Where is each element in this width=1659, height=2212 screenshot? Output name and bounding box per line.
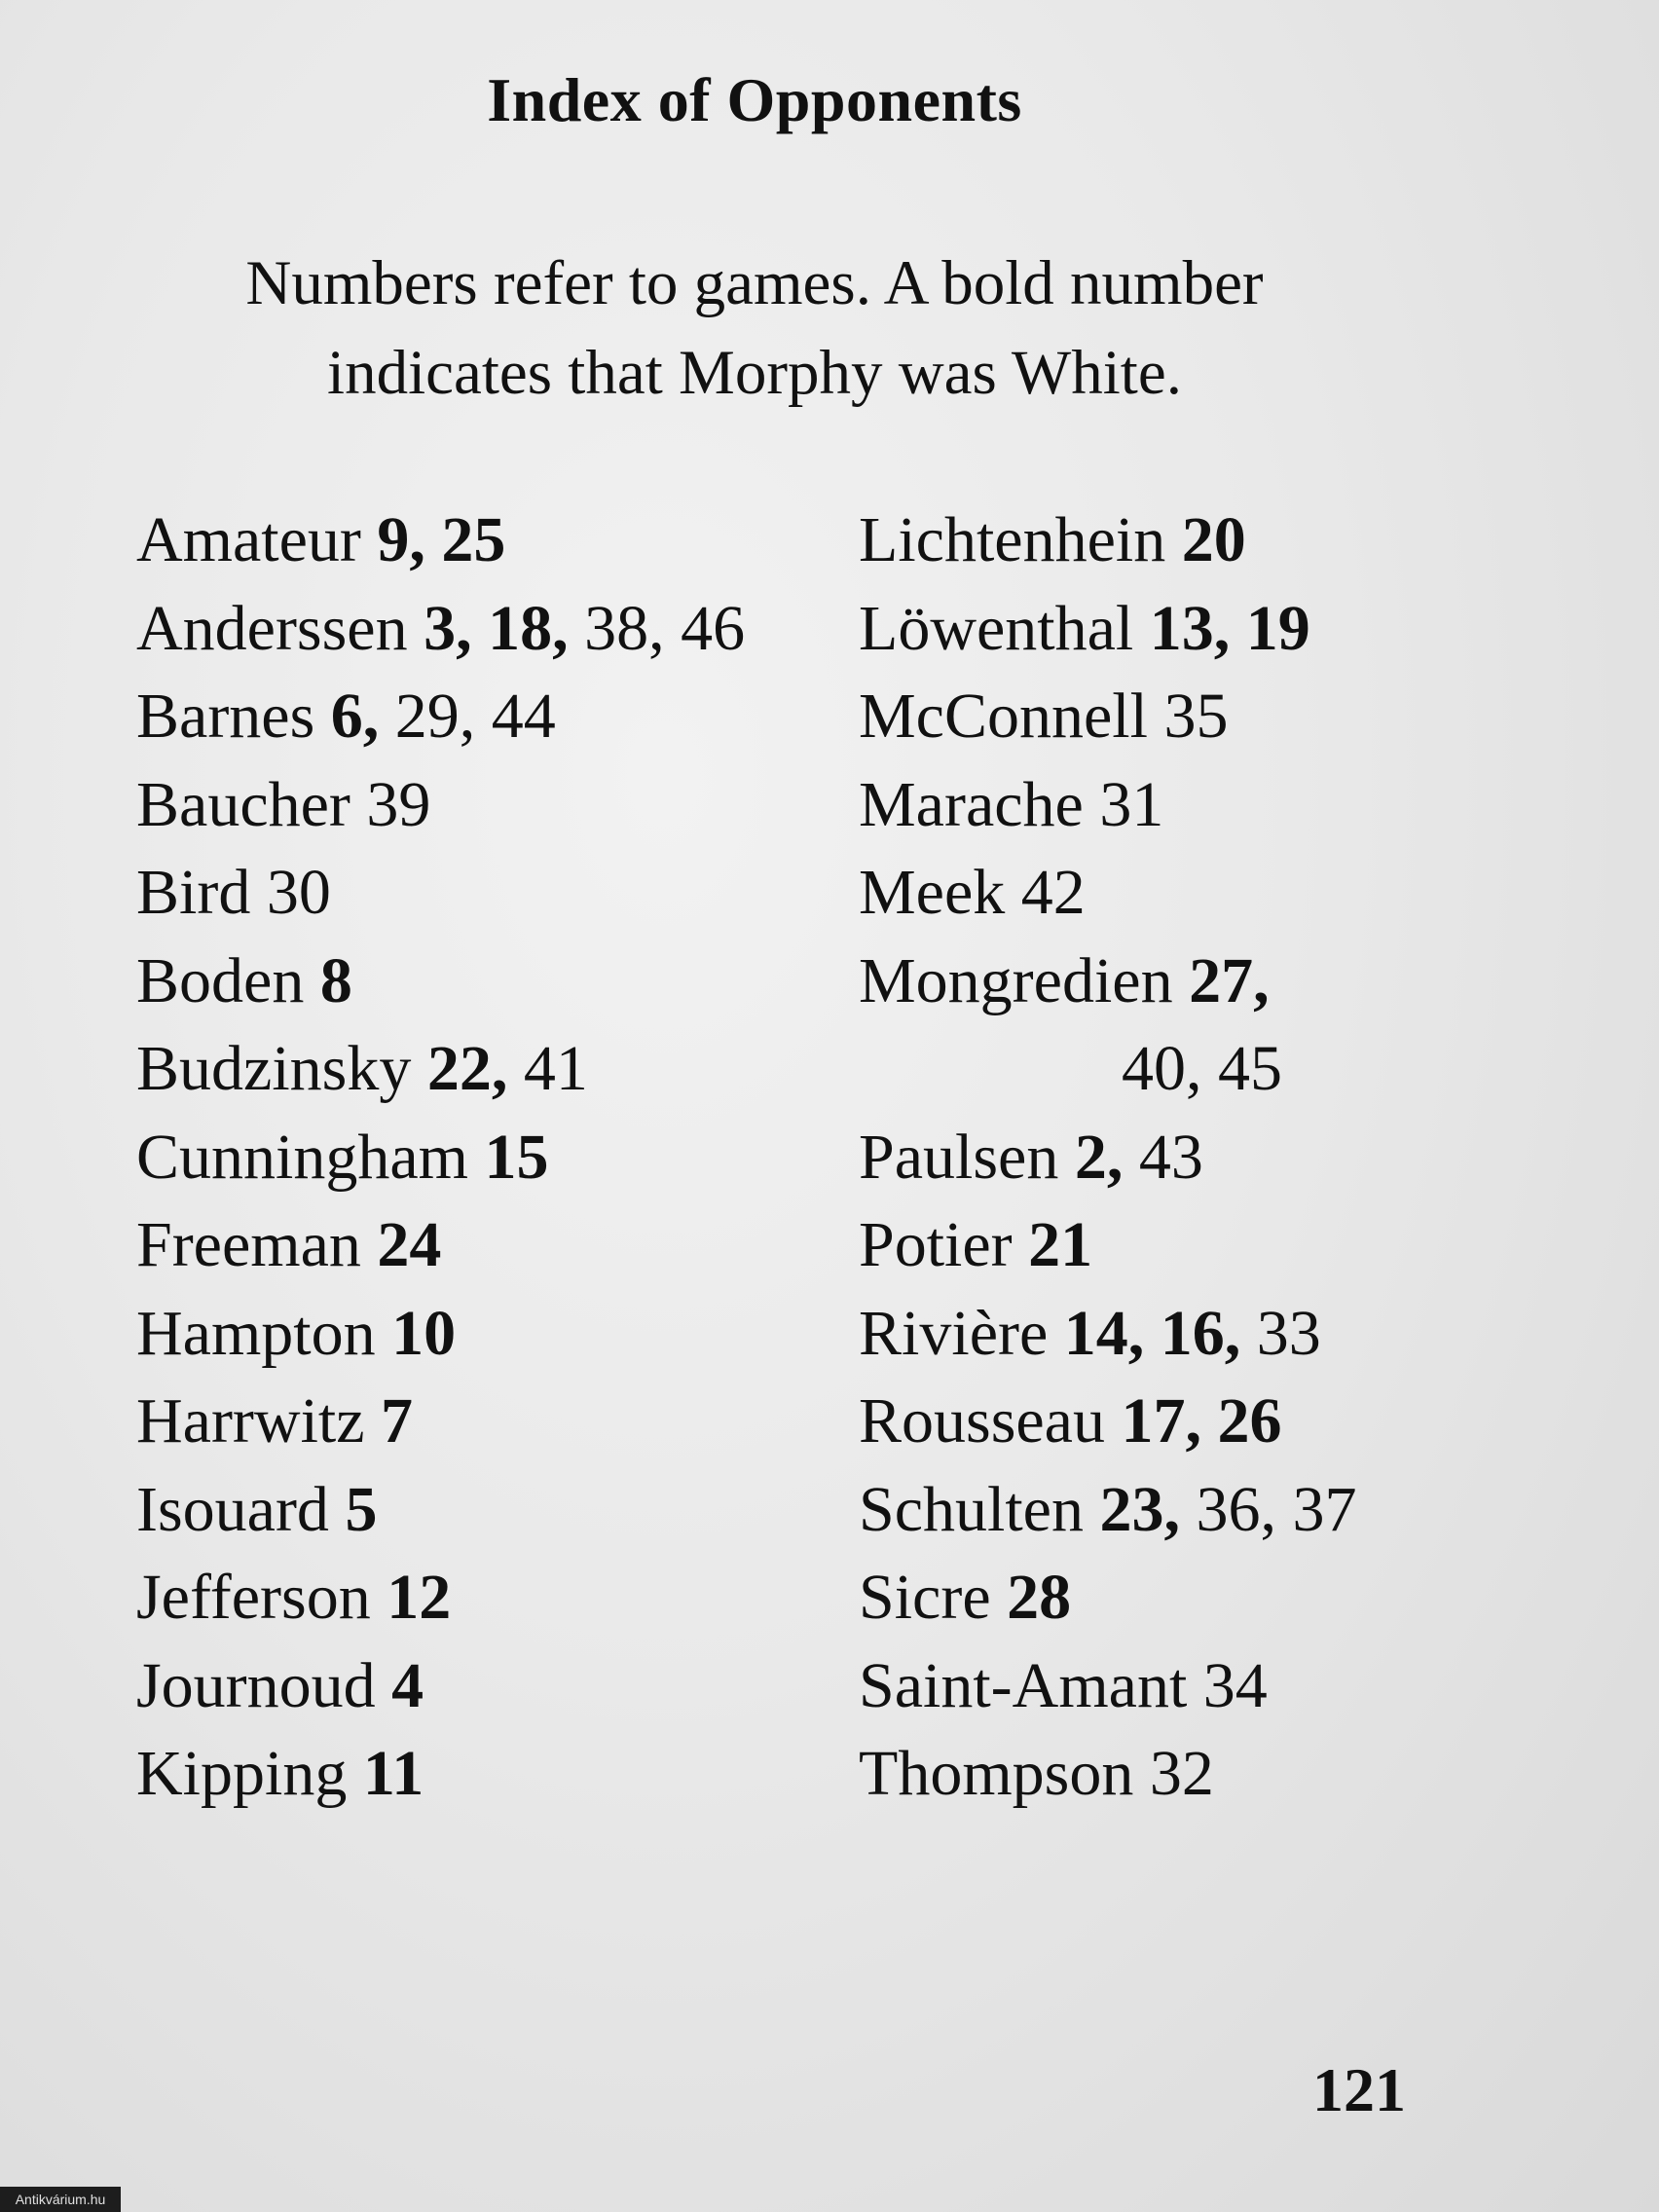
index-entry [859,1642,1560,1731]
index-right-column [859,497,1560,1819]
game-number: 17, [1121,1385,1201,1456]
game-number: 13, [1149,592,1231,664]
opponent-name: Saint-Amant [859,1649,1188,1721]
game-number: 12 [387,1562,452,1633]
opponent-name: Löwenthal [859,592,1134,664]
index-entry [136,1114,857,1202]
opponent-name: Baucher [136,768,350,840]
index-entry [859,938,1560,1026]
game-number: 45 [1218,1033,1282,1104]
game-number: 24 [377,1209,442,1280]
index-entry [136,1025,857,1114]
index-entry [136,673,857,761]
opponent-name: Meek [859,857,1006,928]
game-number: 35 [1163,681,1229,752]
index-entry [859,1554,1560,1642]
game-number: 27, [1189,944,1270,1016]
game-number: 11 [362,1738,424,1809]
game-number: 40, [1122,1033,1202,1104]
index-entry [136,1554,857,1642]
index-entry [859,497,1560,585]
game-number: 10 [391,1297,457,1369]
index-entry [136,938,857,1026]
game-number: 2, [1074,1121,1124,1193]
game-number: 20 [1181,504,1246,575]
index-entry [859,1114,1560,1202]
game-number: 44 [491,681,556,752]
index-entry [859,849,1560,938]
opponent-name: Jefferson [136,1562,371,1633]
game-number: 33 [1256,1297,1321,1369]
game-number: 30 [266,857,331,928]
game-number: 37 [1292,1473,1357,1545]
opponent-name: Cunningham [136,1121,468,1193]
index-entry [859,1201,1560,1290]
index-entry [859,585,1560,674]
game-number: 16, [1160,1297,1241,1369]
game-number: 29, [394,681,476,752]
opponent-name: Barnes [136,681,315,752]
game-number: 7 [381,1385,414,1456]
game-number: 43 [1138,1121,1203,1193]
game-number: 32 [1149,1738,1214,1809]
intro-text [127,239,1382,418]
game-number: 5 [345,1473,378,1545]
game-number: 36, [1196,1473,1276,1545]
index-entry [859,673,1560,761]
page-number: 121 [1312,2055,1406,2124]
opponent-name: Anderssen [136,592,408,664]
opponent-name: Isouard [136,1473,329,1545]
index-entry [136,761,857,850]
game-number: 46 [681,592,746,664]
game-number: 42 [1020,857,1086,928]
game-number: 9, [377,504,425,575]
game-number: 31 [1099,768,1164,840]
opponent-name: Marache [859,768,1084,840]
opponent-name: Kipping [136,1738,348,1809]
intro-line-1: Numbers refer to games. A bold number [245,248,1264,318]
game-number: 26 [1217,1385,1282,1456]
index-entry [859,761,1560,850]
opponent-name: Freeman [136,1209,361,1280]
opponent-name: Boden [136,944,305,1016]
opponent-name: Mongredien [859,944,1173,1016]
index-entry [136,1201,857,1290]
game-number: 6, [330,681,380,752]
index-entry [136,1466,857,1555]
game-number: 41 [523,1033,588,1104]
index-entry [859,1025,1560,1114]
index-entry [859,1730,1560,1819]
game-number: 28 [1007,1562,1072,1633]
game-number: 4 [391,1649,424,1721]
opponent-name: Amateur [136,504,361,575]
game-number: 22, [426,1033,508,1104]
game-number: 25 [441,504,506,575]
index-left-column [136,497,857,1819]
game-number: 23, [1099,1473,1180,1545]
index-entry [859,1378,1560,1466]
opponent-name: Hampton [136,1297,376,1369]
index-entry [136,1290,857,1379]
opponent-name: Budzinsky [136,1033,412,1104]
opponent-name: Potier [859,1209,1013,1280]
opponent-name: Rousseau [859,1385,1105,1456]
index-entry [136,1378,857,1466]
game-number: 38, [584,592,665,664]
opponent-name: Thompson [859,1738,1134,1809]
game-number: 8 [319,944,352,1016]
game-number: 19 [1245,592,1310,664]
watermark: Antikvárium.hu [0,2187,121,2212]
opponent-name: Sicre [859,1562,991,1633]
game-number: 21 [1028,1209,1093,1280]
game-number: 34 [1202,1649,1268,1721]
opponent-name: McConnell [859,681,1148,752]
opponent-name: Bird [136,857,251,928]
intro-line-2: indicates that Morphy was White. [327,338,1182,408]
opponent-name: Rivière [859,1297,1049,1369]
game-number: 3, [424,592,472,664]
opponent-name: Lichtenhein [859,504,1166,575]
index-entry [859,1466,1560,1555]
index-entry [136,849,857,938]
opponent-name: Harrwitz [136,1385,365,1456]
index-entry [859,1290,1560,1379]
index-entry [136,1642,857,1731]
opponent-name: Schulten [859,1473,1084,1545]
index-entry [136,497,857,585]
index-entry [136,585,857,674]
page-title: Index of Opponents [487,65,1022,134]
game-number: 14, [1063,1297,1145,1369]
game-number: 18, [488,592,569,664]
game-number: 39 [366,768,431,840]
game-number: 15 [484,1121,549,1193]
opponent-name: Paulsen [859,1121,1059,1193]
opponent-name: Journoud [136,1649,376,1721]
index-entry [136,1730,857,1819]
